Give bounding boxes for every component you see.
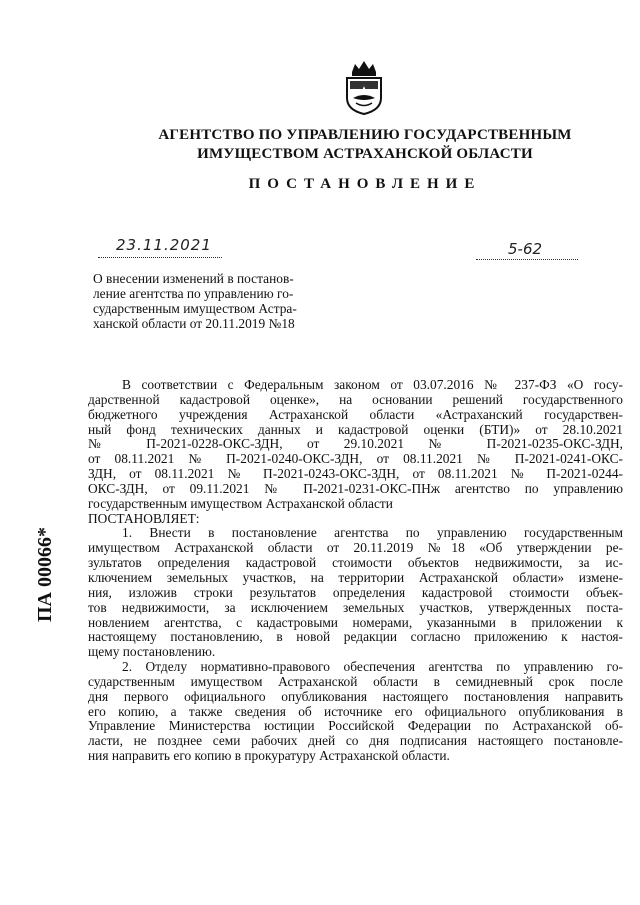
date-underline xyxy=(98,257,222,258)
document-date: 23.11.2021 xyxy=(116,236,212,254)
body-line: 1. Внести в постановление агентства по управлению государственным xyxy=(122,525,623,541)
body-line: Управление Министерства юстиции Российской Федерации по Астраханской об- xyxy=(88,718,623,734)
body-line: ЗДН, от 08.11.2021 № П-2021-0243-ОКС-ЗДН, от 08.11.2021 № П-2021-0244- xyxy=(88,466,623,482)
body-line: новлением агентства, с кадастровыми номерами, указанными в приложении к xyxy=(88,614,623,630)
body-line: сударственным имуществом Астраханской области в семидневный срок после xyxy=(88,673,623,689)
body-line: настоящему постановлению, в новой редакции согласно приложению к настоя- xyxy=(88,629,623,645)
body-line: бюджетного учреждения Астраханской области «Астраханский государствен- xyxy=(88,406,623,422)
body-line: 2. Отделу нормативно-правового обеспечения агентства по управлению го- xyxy=(122,659,623,675)
agency-name xyxy=(120,126,610,164)
subject-line: сударственным имуществом Астра- xyxy=(93,301,297,316)
body-line: имуществом Астраханской области от 20.11.2019 №18 «Об утверждении ре- xyxy=(88,540,623,556)
document-number: 5-62 xyxy=(508,240,543,258)
body-line: государственным имуществом Астраханской области xyxy=(88,495,393,511)
agency-name-line-2: ИМУЩЕСТВОМ АСТРАХАНСКОЙ ОБЛАСТИ xyxy=(197,146,533,162)
body-line: № П-2021-0228-ОКС-ЗДН, от 29.10.2021 № П-2021-0235-ОКС-ЗДН, xyxy=(88,436,623,452)
body-line: В соответствии с Федеральным законом от 03.07.2016 № 237-ФЗ «О госу- xyxy=(122,377,623,392)
body-line: от 08.11.2021 № П-2021-0240-ОКС-ЗДН, от 08.11.2021 № П-2021-0241-ОКС- xyxy=(88,451,623,467)
coat-of-arms-emblem xyxy=(340,58,388,116)
body-line: ОКС-ЗДН, от 09.11.2021 № П-2021-0231-ОКС-ПНж агентство по управлению xyxy=(88,480,623,496)
document-type-title: ПОСТАНОВЛЕНИЕ xyxy=(248,176,482,192)
registration-stamp: ПА 00066* xyxy=(34,527,56,622)
number-underline xyxy=(476,259,578,260)
body-line: ния направить его копию в прокуратуру Астраханской области. xyxy=(88,748,450,764)
body-line: ния, изложив строки результатов определения кадастровой стоимости объек- xyxy=(88,584,623,600)
body-line: дня первого официального опубликования настоящего постановления направить xyxy=(88,688,623,704)
subject-line: ление агентства по управлению го- xyxy=(93,286,294,301)
body-line: ный фонд технических данных и кадастровой оценки (БТИ)» от 28.10.2021 xyxy=(88,421,623,437)
body-line: ключением земельных участков, на территории Астраханской области» измене- xyxy=(88,569,623,585)
body-line: ласти, не позднее семи рабочих дней со дня подписания настоящего постановле- xyxy=(88,733,623,749)
agency-name-line-1: АГЕНТСТВО ПО УПРАВЛЕНИЮ ГОСУДАРСТВЕННЫМ xyxy=(158,127,572,143)
body-line: тов недвижимости, за исключением земельных участков, утвержденных поста- xyxy=(88,599,623,615)
body-line: зультатов определения кадастровой стоимости объектов недвижимости, за ис- xyxy=(88,555,623,571)
document-subject xyxy=(93,271,333,331)
subject-line: ханской области от 20.11.2019 №18 xyxy=(93,316,295,331)
body-line: дарственной кадастровой оценке», на основании решений государственного xyxy=(88,391,623,407)
subject-line: О внесении изменений в постанов- xyxy=(93,271,294,286)
body-line: его копию, а также сведения об источнике его официального опубликования в xyxy=(88,703,623,719)
body-line: щему постановлению. xyxy=(88,644,216,660)
body-line-decree-word: ПОСТАНОВЛЯЕТ: xyxy=(88,510,200,526)
document-body xyxy=(88,378,623,764)
